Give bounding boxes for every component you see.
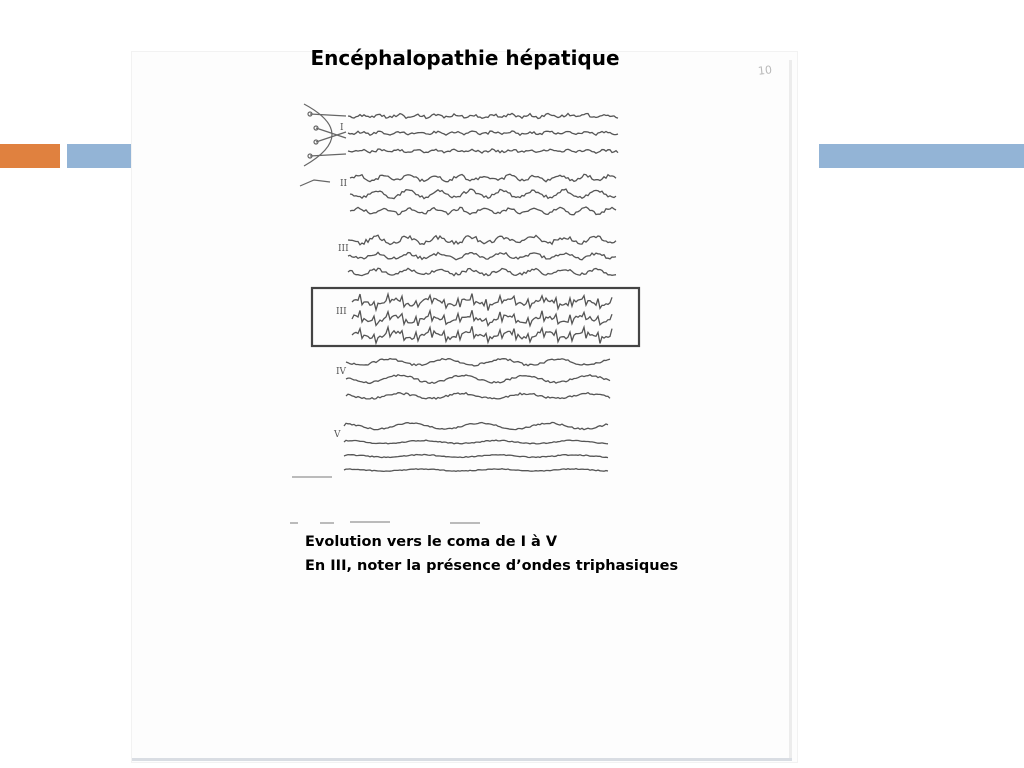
stage-label-1: I (340, 123, 344, 133)
trace-triphasic-a (352, 294, 612, 311)
figure-caption (305, 530, 678, 578)
accent-bar-orange (0, 144, 60, 168)
trace-stage3-a (348, 235, 616, 245)
trace-stage5-b (344, 440, 608, 444)
trace-stage1-c (348, 149, 618, 153)
trace-stage3-b (348, 252, 616, 259)
stage-label-4: IV (336, 367, 347, 377)
electrode-diagram (304, 104, 346, 166)
caption-line-2: En III, noter la présence d’ondes triphasiques (305, 558, 679, 574)
eeg-figure (290, 94, 650, 534)
trace-stage5-d (344, 469, 608, 472)
trace-stage5-a (344, 422, 608, 429)
trace-stage1-a (348, 113, 618, 118)
trace-stage2-c (350, 207, 616, 215)
accent-bar-blue-right (819, 144, 1024, 168)
trace-stage2-a (350, 174, 616, 182)
page-corner-mark: 10 (757, 63, 773, 78)
scan-specks (290, 476, 480, 524)
trace-stage4-a (346, 359, 610, 366)
stage-label-3: III (338, 244, 349, 254)
eeg-traces (344, 113, 618, 471)
trace-stage1-b (348, 131, 618, 135)
trace-stage4-b (346, 375, 610, 384)
trace-triphasic-b (352, 310, 612, 326)
trace-stage5-c (344, 454, 608, 457)
accent-bar-blue-left (67, 144, 131, 168)
trace-stage3-c (348, 268, 616, 275)
trace-stage4-c (346, 393, 610, 400)
caption-line-1: Evolution vers le coma de I à V (305, 534, 558, 550)
calibration-mark (300, 180, 330, 186)
scan-edge-right (789, 60, 792, 760)
trace-stage2-b (350, 189, 616, 199)
slide-title: Encéphalopathie hépatique (310, 46, 620, 70)
stage-label-3-highlighted: III (336, 307, 347, 317)
trace-triphasic-c (352, 326, 612, 343)
stage-label-2: II (340, 179, 348, 189)
scan-edge-bottom (132, 758, 792, 761)
stage-label-5: V (334, 430, 341, 440)
